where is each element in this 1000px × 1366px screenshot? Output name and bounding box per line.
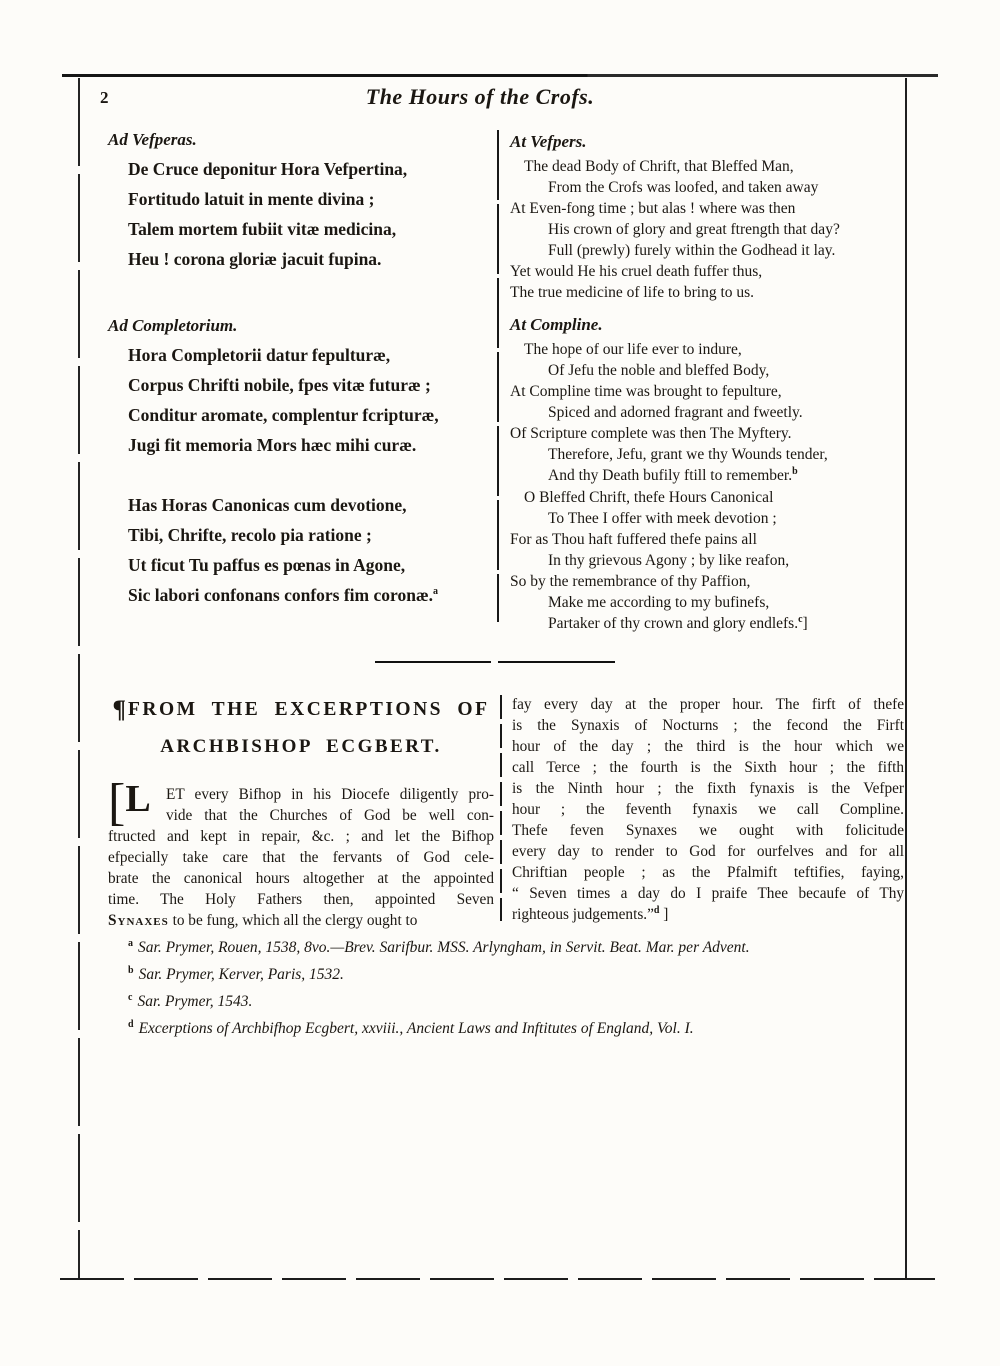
footnote-marker: a xyxy=(432,586,438,598)
latin-section xyxy=(108,316,492,460)
latin-section xyxy=(108,130,492,274)
english-verse-line: Of Scripture complete was then The Myftery. xyxy=(510,425,792,442)
excerpt-right-line: is the Ninth hour ; the fixth fynaxis is the Vefper xyxy=(512,780,904,797)
latin-verse-line: Sic labori confonans confors fim coronæ.$^a$ xyxy=(128,585,438,605)
english-section-heading: At Vefpers. xyxy=(510,132,587,151)
frame-rule-top xyxy=(62,74,938,77)
excerpt-left-line: brate the canonical hours altogether at the appointed xyxy=(108,870,494,887)
latin-verse-line: Fortitudo latuit in mente divina ; xyxy=(128,189,375,209)
english-verse-line: Full (prewly) furely within the Godhead it lay. xyxy=(548,242,836,259)
english-verse-line: O Bleffed Chrift, thefe Hours Canonical xyxy=(524,489,774,506)
english-section xyxy=(510,315,906,486)
page-number: 2 xyxy=(100,88,109,107)
excerpt-right-line: Thefe feven Synaxes we ought with folicitude xyxy=(512,822,904,839)
excerpt-left-line: ftructed and kept in repair, &c. ; and let the Bifhop xyxy=(108,828,494,845)
latin-verse-line: Conditur aromate, complentur fcripturæ, xyxy=(128,405,439,425)
english-verse-line: Make me according to my bufinefs, xyxy=(548,594,770,611)
latin-verse-line: Ut ficut Tu paffus es pœnas in Agone, xyxy=(128,555,406,575)
footnote-marker: b xyxy=(792,465,798,477)
running-title: The Hours of the Crofs. xyxy=(365,84,595,109)
latin-verse-line: Heu ! corona gloriæ jacuit fupina. xyxy=(128,249,382,269)
drop-cap xyxy=(108,774,151,831)
english-verse-line: At Compline time was brought to fepulture, xyxy=(510,383,782,400)
english-section xyxy=(510,487,906,634)
opening-bracket: [ xyxy=(108,774,126,831)
footnote-mark: c xyxy=(128,991,133,1003)
latin-verse-line: Has Horas Canonicas cum devotione, xyxy=(128,495,407,515)
column-divider-lower xyxy=(500,695,502,921)
footnote-mark: a xyxy=(128,937,133,949)
excerpt-left-line: efpecially take care that the fervants of God cele- xyxy=(108,849,494,866)
footnote-mark: b xyxy=(128,964,134,976)
english-section xyxy=(510,132,906,303)
latin-verse-line: Tibi, Chrifte, recolo pia ratione ; xyxy=(128,525,372,545)
excerpt-left-line: time. The Holy Fathers then, appointed Seven xyxy=(108,891,494,908)
excerpt-right-line: every day to render to God for ourfelves and for all xyxy=(512,843,904,860)
small-caps-word: Synaxes xyxy=(108,912,169,929)
excerpt-right-line: righteous judgements.”$^d$ ] xyxy=(512,904,669,923)
excerpt-left-paragraph xyxy=(108,774,494,931)
latin-verse-line: Corpus Chrifti nobile, fpes vitæ futuræ ; xyxy=(128,375,431,395)
pilcrow-mark: ¶ xyxy=(112,696,127,723)
frame-rule-left xyxy=(78,78,80,1278)
english-verse-line: Spiced and adorned fragrant and fweetly. xyxy=(548,404,803,421)
excerpt-heading-line2: ARCHBISHOP ECGBERT. xyxy=(160,736,442,757)
excerpt-left-line: ET every Bifhop in his Diocefe diligently pro- xyxy=(166,786,494,803)
excerpt-right-line: fay every day at the proper hour. The firft of thefe xyxy=(512,696,904,713)
english-verse-line: His crown of glory and great ftrength that day? xyxy=(548,221,840,238)
latin-verse-line: De Cruce deponitur Hora Vefpertina, xyxy=(128,159,408,179)
english-verse-line: The dead Body of Chrift, that Bleffed Man, xyxy=(524,158,794,175)
excerpt-left-line: Synaxes to be fung, which all the clergy ought to xyxy=(108,912,418,929)
footnotes-block xyxy=(108,934,908,1042)
frame-rule-bottom xyxy=(60,1278,935,1280)
excerpt-right-line: is the Synaxis of Nocturns ; the fecond the Firft xyxy=(512,717,904,734)
column-divider-upper xyxy=(497,130,499,622)
excerpt-right-line: “ Seven times a day do I praife Thee becaufe of Thy xyxy=(512,885,904,902)
english-verse-line: The true medicine of life to bring to us. xyxy=(510,284,755,301)
english-verse-line: For as Thou haft fuffered thefe pains all xyxy=(510,531,757,548)
footnote-marker: d xyxy=(653,904,660,916)
excerpt-left-line: vide that the Churches of God be well con- xyxy=(166,807,494,824)
excerpt-right-line: hour ; the feventh fynaxis we call Compline. xyxy=(512,801,904,818)
english-verse-line: At Even-fong time ; but alas ! where was then xyxy=(510,200,796,217)
footnote-line: $^b$ Sar. Prymer, Kerver, Paris, 1532. xyxy=(128,964,344,983)
section-divider-rule xyxy=(375,661,615,663)
latin-section xyxy=(108,490,492,610)
english-verse-line: The hope of our life ever to indure, xyxy=(524,341,742,358)
footnote-line: $^c$ Sar. Prymer, 1543. xyxy=(128,991,253,1010)
latin-section-heading: Ad Vefperas. xyxy=(108,130,197,149)
english-verse-line: In thy grievous Agony ; by like reafon, xyxy=(548,552,790,569)
excerpt-right-line: hour of the day ; the third is the hour which we xyxy=(512,738,904,755)
latin-verse-line: Jugi fit memoria Mors hæc mihi curæ. xyxy=(128,435,417,455)
english-verse-line: Therefore, Jefu, grant we thy Wounds tender, xyxy=(548,446,828,463)
excerpt-right-line: Chriftian people ; as the Pfalmift teftifies, faying, xyxy=(512,864,904,881)
english-section-heading: At Compline. xyxy=(510,315,603,334)
excerpt-right-column xyxy=(512,694,904,925)
footnote-line: $^d$ Excerptions of Archbifhop Ecgbert, xxviii., Ancient Laws and Inftitutes of England, Vol. I. xyxy=(128,1018,694,1037)
footnote-marker: c xyxy=(798,613,803,625)
excerpt-right-line: call Terce ; the fourth is the Sixth hour ; the fifth xyxy=(512,759,904,776)
english-verse-line: And thy Death bufily ftill to remember.$^b$ xyxy=(548,465,798,484)
footnote-line: $^a$ Sar. Prymer, Rouen, 1538, 8vo.—Brev. Sarifbur. MSS. Arlyngham, in Servit. Beat. Mar. per Advent. xyxy=(128,937,750,956)
excerpt-left-column xyxy=(108,694,494,931)
latin-verse-line: Hora Completorii datur fepulturæ, xyxy=(128,345,391,365)
english-verse-line: Partaker of thy crown and glory endlefs.$^c$] xyxy=(548,613,808,632)
footnote-mark: d xyxy=(128,1018,134,1030)
excerpt-heading-text1: FROM THE EXCERPTIONS OF xyxy=(128,699,490,720)
english-verse-line: Of Jefu the noble and bleffed Body, xyxy=(548,362,770,379)
english-verse-line: From the Crofs was loofed, and taken away xyxy=(548,179,819,196)
english-verse-line: So by the remembrance of thy Paffion, xyxy=(510,573,751,590)
drop-cap-letter: L xyxy=(125,778,151,820)
excerpt-heading-line1 xyxy=(108,694,494,722)
english-verse-line: Yet would He his cruel death fuffer thus, xyxy=(510,263,763,280)
english-verse-line: To Thee I offer with meek devotion ; xyxy=(548,510,777,527)
latin-section-heading: Ad Completorium. xyxy=(108,316,238,335)
latin-verse-line: Talem mortem fubiit vitæ medicina, xyxy=(128,219,397,239)
